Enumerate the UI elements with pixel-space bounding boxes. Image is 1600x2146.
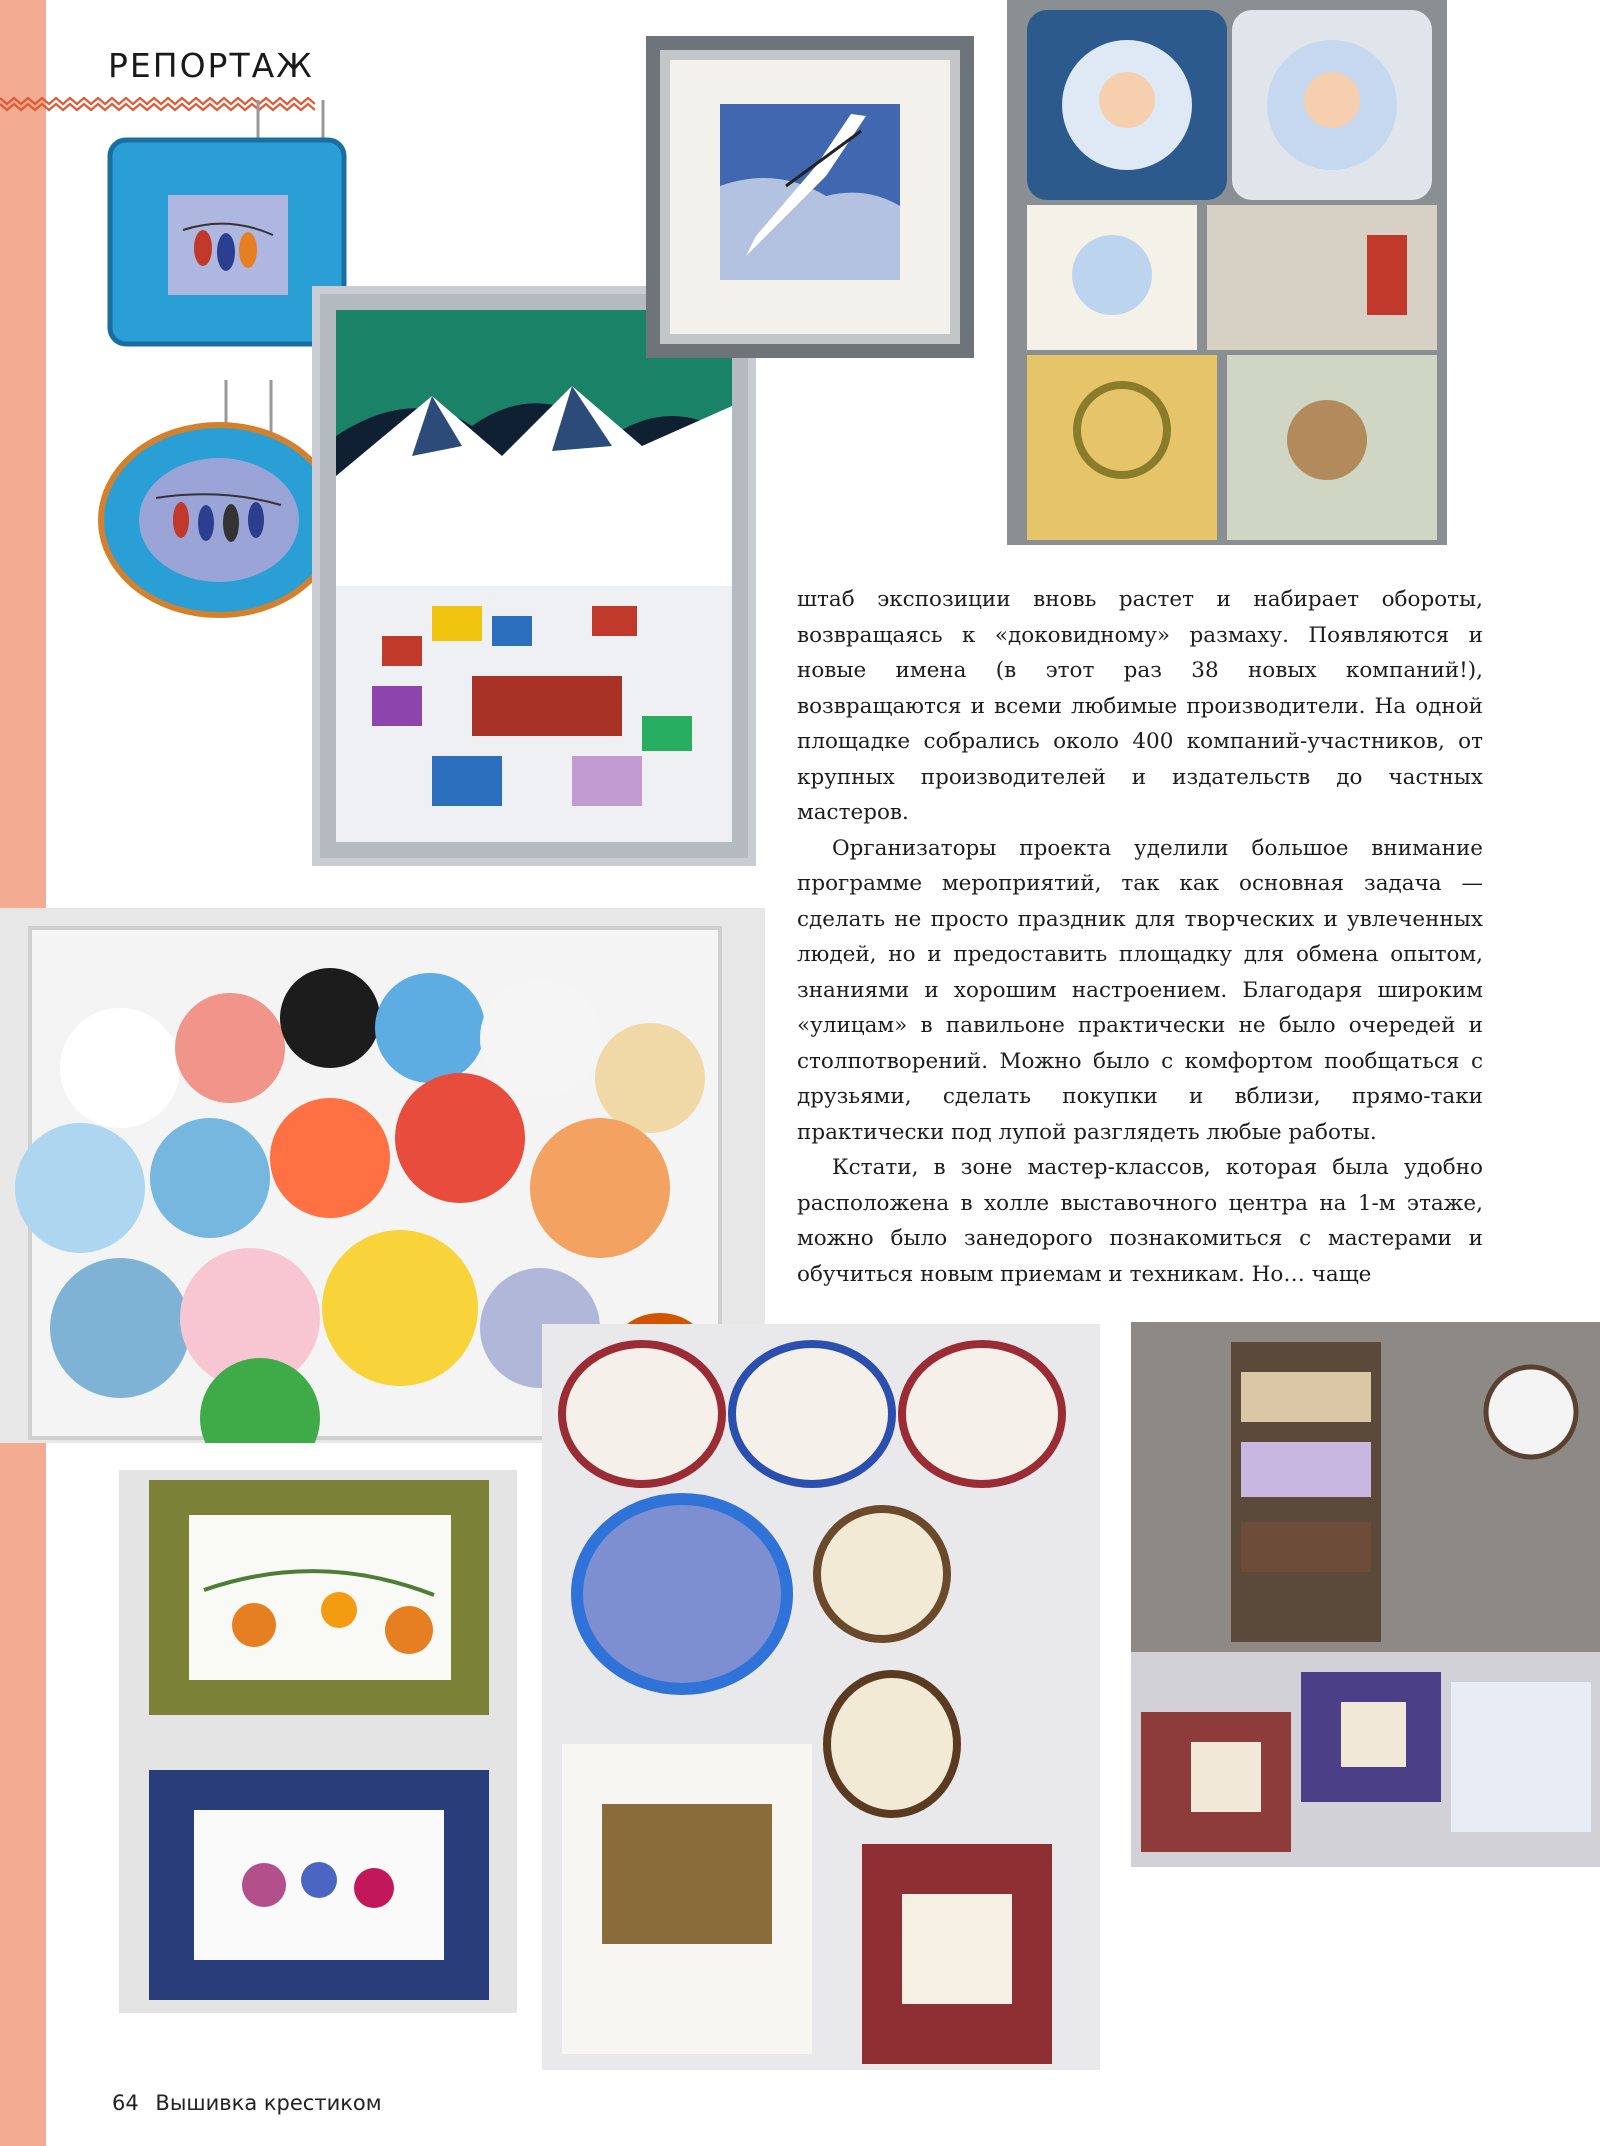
section-title: РЕПОРТАЖ <box>108 46 314 85</box>
photo-round-frame-fish <box>96 380 342 620</box>
article-paragraph: Кстати, в зоне мастер-классов, которая была удобно расположена в холле выставочного центра на 1-м этаже, можно было занедорого познакомиться с мастерами и обучиться новым приемам и техникам. Но… чаще <box>797 1155 1483 1287</box>
photo-northern-lights-embroidery <box>312 286 756 866</box>
photo-frames-shelves-booth <box>1131 1322 1600 1867</box>
article-paragraph: штаб экспозиции вновь растет и набирает обороты, возвращаясь к «доковидному» размаху. Появляются и новые имена (в этот раз 38 новых компаний!), возвращаются и всеми любимые производители. На одной площадке собрались около 400 компаний-участников, от крупных производителей и издательств до частных мастеров. <box>797 587 1483 825</box>
photo-angel-pillows-booth <box>1007 0 1447 545</box>
magazine-title: Вышивка крестиком <box>155 2091 382 2115</box>
photo-seagull-embroidery <box>646 36 974 358</box>
page-number: 64 <box>112 2091 139 2115</box>
page-footer <box>112 2091 382 2115</box>
article-body <box>797 582 1483 1292</box>
photo-embroidery-hoops-wall <box>542 1324 1100 2070</box>
photo-pumpkin-flower-frames <box>119 1470 517 2013</box>
article-paragraph: Организаторы проекта уделили большое внимание программе мероприятий, так как основная задача — сделать не просто праздник для творческих и увлеченных людей, но и предоставить площадку для обмена опытом, знаниями и хорошим настроением. Благодаря широким «улицам» в павильоне практически не было очередей и столпотворений. Можно было с комфортом пообщаться с друзьями, сделать покупки и вблизи, прямо-таки практически под лупой разглядеть любые работы. <box>797 835 1483 1145</box>
